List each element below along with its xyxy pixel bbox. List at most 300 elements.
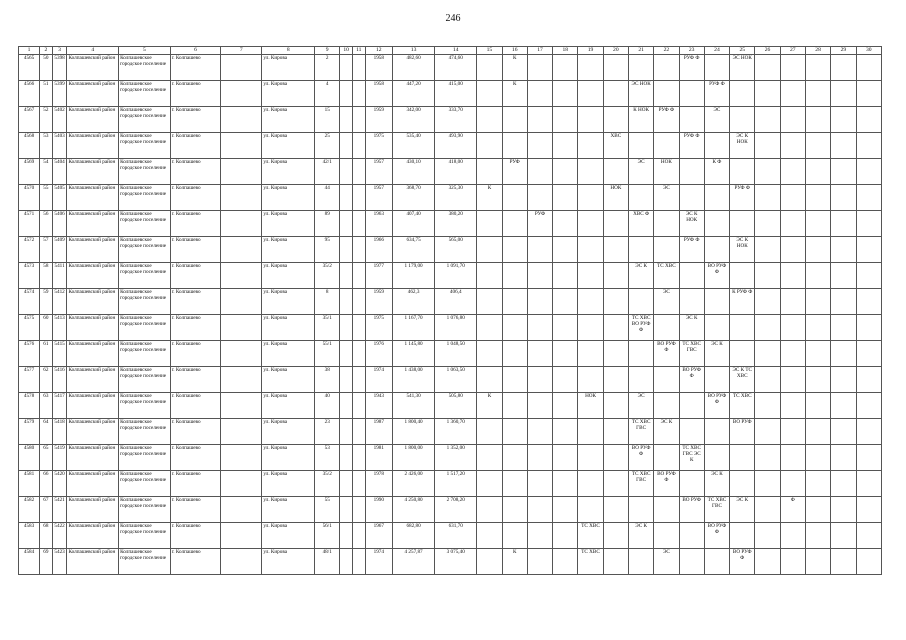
- cell-sub-no: 53: [40, 133, 53, 159]
- cell-house-no: 35/1: [315, 315, 340, 341]
- cell-living-area: 565,00: [435, 237, 477, 263]
- cell-col28: [805, 445, 830, 471]
- cell-row-no: 4571: [19, 211, 40, 237]
- cell-reg-id: 5409: [52, 237, 67, 263]
- cell-settlement: Колпашевское городское поселение: [119, 81, 171, 107]
- cell-col20: [603, 445, 628, 471]
- cell-col22: [654, 367, 679, 393]
- cell-col11: [352, 185, 365, 211]
- cell-street: ул. Кирова: [262, 289, 315, 315]
- cell-row-no: 4573: [19, 263, 40, 289]
- cell-col30: [856, 133, 882, 159]
- cell-col30: [856, 55, 882, 81]
- cell-col7: [221, 445, 262, 471]
- cell-locality: г. Колпашево: [170, 315, 221, 341]
- column-header-14: 14: [435, 47, 477, 55]
- cell-locality: г. Колпашево: [170, 549, 221, 575]
- cell-col20: [603, 159, 628, 185]
- cell-col17: [527, 107, 552, 133]
- cell-col23: ВО РУФ Ф: [679, 367, 704, 393]
- cell-sub-no: 63: [40, 393, 53, 419]
- cell-row-no: 4568: [19, 133, 40, 159]
- cell-col16: [502, 367, 527, 393]
- column-header-3: 3: [52, 47, 67, 55]
- cell-col11: [352, 341, 365, 367]
- cell-col25: ЭС НОК: [730, 55, 755, 81]
- cell-col15: [477, 55, 502, 81]
- table-row: [19, 133, 882, 159]
- cell-district: Колпашевский район: [67, 211, 119, 237]
- cell-district: Колпашевский район: [67, 419, 119, 445]
- cell-col7: [221, 81, 262, 107]
- table-row: [19, 367, 882, 393]
- cell-house-no: 89: [315, 211, 340, 237]
- cell-col19: [578, 263, 603, 289]
- cell-col24: [704, 445, 729, 471]
- cell-house-no: 4: [315, 81, 340, 107]
- table-row: [19, 107, 882, 133]
- cell-col27: [780, 81, 805, 107]
- table-row: [19, 289, 882, 315]
- cell-col28: [805, 497, 830, 523]
- cell-col18: [553, 237, 578, 263]
- cell-col26: [755, 159, 780, 185]
- cell-col28: [805, 419, 830, 445]
- cell-col11: [352, 445, 365, 471]
- cell-col18: [553, 133, 578, 159]
- cell-total-area: 1 438,00: [393, 367, 435, 393]
- cell-col28: [805, 367, 830, 393]
- cell-sub-no: 61: [40, 341, 53, 367]
- cell-col23: [679, 289, 704, 315]
- column-header-12: 12: [365, 47, 392, 55]
- cell-col10: [340, 497, 353, 523]
- cell-col20: [603, 237, 628, 263]
- cell-settlement: Колпашевское городское поселение: [119, 315, 171, 341]
- cell-col20: [603, 367, 628, 393]
- cell-locality: г. Колпашево: [170, 289, 221, 315]
- housing-register-table: [18, 46, 882, 575]
- cell-col15: [477, 341, 502, 367]
- cell-col16: К: [502, 549, 527, 575]
- cell-col16: К: [502, 81, 527, 107]
- cell-street: ул. Кирова: [262, 211, 315, 237]
- cell-col7: [221, 133, 262, 159]
- cell-col20: [603, 81, 628, 107]
- cell-col7: [221, 185, 262, 211]
- cell-col16: РУФ: [502, 159, 527, 185]
- cell-locality: г. Колпашево: [170, 81, 221, 107]
- cell-col25: [730, 445, 755, 471]
- cell-reg-id: 5404: [52, 159, 67, 185]
- cell-house-no: 95: [315, 237, 340, 263]
- cell-total-area: 368,70: [393, 185, 435, 211]
- column-header-25: 25: [730, 47, 755, 55]
- cell-col29: [831, 55, 856, 81]
- cell-col15: [477, 81, 502, 107]
- cell-year: 1957: [365, 159, 392, 185]
- cell-col27: [780, 393, 805, 419]
- cell-col20: [603, 341, 628, 367]
- cell-col19: [578, 237, 603, 263]
- cell-col17: РУФ: [527, 211, 552, 237]
- cell-col21: ЭС: [628, 159, 653, 185]
- cell-col28: [805, 185, 830, 211]
- cell-col20: [603, 55, 628, 81]
- cell-settlement: Колпашевское городское поселение: [119, 341, 171, 367]
- column-header-4: 4: [67, 47, 119, 55]
- cell-col28: [805, 393, 830, 419]
- cell-row-no: 4584: [19, 549, 40, 575]
- cell-col20: [603, 471, 628, 497]
- cell-year: 1958: [365, 81, 392, 107]
- cell-house-no: 44: [315, 185, 340, 211]
- column-header-29: 29: [831, 47, 856, 55]
- cell-col30: [856, 81, 882, 107]
- cell-sub-no: 59: [40, 289, 53, 315]
- cell-col11: [352, 367, 365, 393]
- cell-col21: [628, 289, 653, 315]
- cell-col11: [352, 523, 365, 549]
- cell-col28: [805, 237, 830, 263]
- cell-col11: [352, 497, 365, 523]
- cell-col23: [679, 549, 704, 575]
- cell-reg-id: 5417: [52, 393, 67, 419]
- cell-col18: [553, 289, 578, 315]
- cell-living-area: 474,60: [435, 55, 477, 81]
- cell-living-area: 1 360,70: [435, 419, 477, 445]
- cell-house-no: 42/1: [315, 159, 340, 185]
- cell-col20: [603, 523, 628, 549]
- cell-col26: [755, 289, 780, 315]
- cell-col11: [352, 393, 365, 419]
- cell-col25: [730, 81, 755, 107]
- cell-locality: г. Колпашево: [170, 159, 221, 185]
- cell-col10: [340, 107, 353, 133]
- cell-col15: [477, 497, 502, 523]
- cell-col30: [856, 523, 882, 549]
- cell-col18: [553, 185, 578, 211]
- cell-col30: [856, 549, 882, 575]
- cell-col15: [477, 549, 502, 575]
- cell-street: ул. Кирова: [262, 549, 315, 575]
- cell-col20: [603, 315, 628, 341]
- cell-col24: [704, 133, 729, 159]
- cell-settlement: Колпашевское городское поселение: [119, 133, 171, 159]
- cell-district: Колпашевский район: [67, 55, 119, 81]
- cell-locality: г. Колпашево: [170, 419, 221, 445]
- cell-row-no: 4575: [19, 315, 40, 341]
- cell-row-no: 4565: [19, 55, 40, 81]
- cell-settlement: Колпашевское городское поселение: [119, 263, 171, 289]
- cell-col17: [527, 341, 552, 367]
- column-header-5: 5: [119, 47, 171, 55]
- cell-col20: [603, 263, 628, 289]
- column-header-26: 26: [755, 47, 780, 55]
- cell-settlement: Колпашевское городское поселение: [119, 523, 171, 549]
- column-header-21: 21: [628, 47, 653, 55]
- cell-col26: [755, 133, 780, 159]
- cell-house-no: 40: [315, 393, 340, 419]
- cell-col15: К: [477, 185, 502, 211]
- cell-col19: [578, 133, 603, 159]
- cell-total-area: 462,3: [393, 289, 435, 315]
- cell-col7: [221, 497, 262, 523]
- column-header-28: 28: [805, 47, 830, 55]
- cell-street: ул. Кирова: [262, 393, 315, 419]
- cell-street: ул. Кирова: [262, 81, 315, 107]
- cell-col30: [856, 263, 882, 289]
- cell-col15: [477, 419, 502, 445]
- cell-col10: [340, 445, 353, 471]
- cell-col21: [628, 133, 653, 159]
- column-header-1: 1: [19, 47, 40, 55]
- column-header-8: 8: [262, 47, 315, 55]
- column-header-24: 24: [704, 47, 729, 55]
- cell-col16: [502, 185, 527, 211]
- cell-col29: [831, 315, 856, 341]
- cell-col25: ВО РУФ: [730, 419, 755, 445]
- cell-district: Колпашевский район: [67, 107, 119, 133]
- cell-col18: [553, 393, 578, 419]
- cell-col30: [856, 471, 882, 497]
- cell-col27: Ф: [780, 497, 805, 523]
- cell-house-no: 53: [315, 445, 340, 471]
- cell-col18: [553, 419, 578, 445]
- cell-col27: [780, 263, 805, 289]
- cell-col17: [527, 549, 552, 575]
- cell-col24: ЭС: [704, 107, 729, 133]
- cell-col27: [780, 133, 805, 159]
- cell-reg-id: 5423: [52, 549, 67, 575]
- cell-reg-id: 5418: [52, 419, 67, 445]
- cell-col22: [654, 81, 679, 107]
- cell-col30: [856, 367, 882, 393]
- cell-col20: [603, 549, 628, 575]
- cell-col26: [755, 523, 780, 549]
- cell-col23: ЭС К НОК: [679, 211, 704, 237]
- table-row: [19, 315, 882, 341]
- cell-col18: [553, 445, 578, 471]
- cell-col17: [527, 497, 552, 523]
- cell-col18: [553, 315, 578, 341]
- cell-house-no: 35/2: [315, 263, 340, 289]
- cell-street: ул. Кирова: [262, 341, 315, 367]
- cell-col21: ЭС НОК: [628, 81, 653, 107]
- cell-col30: [856, 159, 882, 185]
- cell-col18: [553, 471, 578, 497]
- cell-col21: [628, 367, 653, 393]
- cell-year: 1976: [365, 341, 392, 367]
- cell-col23: РУФ Ф: [679, 237, 704, 263]
- cell-col16: [502, 393, 527, 419]
- column-header-10: 10: [340, 47, 353, 55]
- cell-sub-no: 60: [40, 315, 53, 341]
- cell-col25: [730, 263, 755, 289]
- cell-col22: РУФ Ф: [654, 107, 679, 133]
- cell-col16: [502, 523, 527, 549]
- cell-col15: [477, 211, 502, 237]
- cell-sub-no: 51: [40, 81, 53, 107]
- cell-total-area: 2 426,00: [393, 471, 435, 497]
- cell-col25: [730, 211, 755, 237]
- cell-col16: [502, 289, 527, 315]
- cell-col25: К РУФ Ф: [730, 289, 755, 315]
- cell-col22: ЭС: [654, 185, 679, 211]
- cell-house-no: 38: [315, 367, 340, 393]
- cell-col23: [679, 81, 704, 107]
- cell-col10: [340, 549, 353, 575]
- cell-settlement: Колпашевское городское поселение: [119, 185, 171, 211]
- cell-col26: [755, 341, 780, 367]
- cell-living-area: 418,00: [435, 159, 477, 185]
- cell-col21: [628, 237, 653, 263]
- cell-col20: НОК: [603, 185, 628, 211]
- cell-col7: [221, 55, 262, 81]
- cell-year: 1974: [365, 367, 392, 393]
- cell-col24: К Ф: [704, 159, 729, 185]
- cell-col23: ТС ХВС ГВС: [679, 341, 704, 367]
- cell-total-area: 407,40: [393, 211, 435, 237]
- cell-col25: ЭС К НОК: [730, 133, 755, 159]
- cell-col16: [502, 133, 527, 159]
- cell-col7: [221, 341, 262, 367]
- cell-col17: [527, 393, 552, 419]
- cell-reg-id: 5415: [52, 341, 67, 367]
- cell-col19: НОК: [578, 393, 603, 419]
- cell-col29: [831, 445, 856, 471]
- cell-year: 1974: [365, 549, 392, 575]
- cell-col11: [352, 237, 365, 263]
- cell-col30: [856, 211, 882, 237]
- cell-total-area: 1 145,80: [393, 341, 435, 367]
- cell-living-area: 1 091,70: [435, 263, 477, 289]
- cell-col7: [221, 549, 262, 575]
- cell-col25: РУФ Ф: [730, 185, 755, 211]
- cell-locality: г. Колпашево: [170, 393, 221, 419]
- cell-col17: [527, 315, 552, 341]
- cell-col26: [755, 419, 780, 445]
- cell-settlement: Колпашевское городское поселение: [119, 237, 171, 263]
- cell-settlement: Колпашевское городское поселение: [119, 211, 171, 237]
- cell-reg-id: 5422: [52, 523, 67, 549]
- cell-sub-no: 66: [40, 471, 53, 497]
- cell-col22: [654, 211, 679, 237]
- cell-col27: [780, 367, 805, 393]
- cell-col18: [553, 367, 578, 393]
- cell-col29: [831, 367, 856, 393]
- cell-total-area: 535,40: [393, 133, 435, 159]
- cell-district: Колпашевский район: [67, 367, 119, 393]
- cell-sub-no: 67: [40, 497, 53, 523]
- cell-col26: [755, 393, 780, 419]
- cell-col19: [578, 497, 603, 523]
- cell-locality: г. Колпашево: [170, 445, 221, 471]
- cell-sub-no: 54: [40, 159, 53, 185]
- cell-row-no: 4577: [19, 367, 40, 393]
- cell-year: 1958: [365, 55, 392, 81]
- cell-col22: ТС ХВС: [654, 263, 679, 289]
- cell-col10: [340, 185, 353, 211]
- cell-col25: [730, 159, 755, 185]
- cell-col19: [578, 419, 603, 445]
- cell-col29: [831, 341, 856, 367]
- cell-sub-no: 69: [40, 549, 53, 575]
- cell-row-no: 4582: [19, 497, 40, 523]
- cell-col10: [340, 55, 353, 81]
- cell-settlement: Колпашевское городское поселение: [119, 549, 171, 575]
- cell-col28: [805, 263, 830, 289]
- cell-col7: [221, 367, 262, 393]
- cell-row-no: 4574: [19, 289, 40, 315]
- cell-row-no: 4576: [19, 341, 40, 367]
- cell-col11: [352, 81, 365, 107]
- cell-col21: ТС ХВС ГВС: [628, 419, 653, 445]
- cell-col28: [805, 81, 830, 107]
- cell-col28: [805, 341, 830, 367]
- cell-total-area: 4 250,80: [393, 497, 435, 523]
- table-row: [19, 237, 882, 263]
- table-row: [19, 263, 882, 289]
- cell-reg-id: 5411: [52, 263, 67, 289]
- table-row: [19, 445, 882, 471]
- cell-year: 1957: [365, 185, 392, 211]
- cell-col11: [352, 315, 365, 341]
- cell-row-no: 4579: [19, 419, 40, 445]
- cell-district: Колпашевский район: [67, 549, 119, 575]
- cell-col10: [340, 393, 353, 419]
- column-header-22: 22: [654, 47, 679, 55]
- cell-col18: [553, 263, 578, 289]
- column-number-row: [19, 47, 882, 55]
- cell-house-no: 55/1: [315, 341, 340, 367]
- cell-col15: [477, 107, 502, 133]
- cell-col18: [553, 523, 578, 549]
- cell-living-area: 333,70: [435, 107, 477, 133]
- cell-year: 1967: [365, 523, 392, 549]
- column-header-17: 17: [527, 47, 552, 55]
- cell-col15: [477, 471, 502, 497]
- cell-col16: [502, 263, 527, 289]
- cell-house-no: 55: [315, 497, 340, 523]
- cell-col26: [755, 315, 780, 341]
- table-row: [19, 341, 882, 367]
- cell-locality: г. Колпашево: [170, 211, 221, 237]
- table-row: [19, 81, 882, 107]
- cell-year: 1963: [365, 211, 392, 237]
- cell-col22: [654, 237, 679, 263]
- cell-col28: [805, 289, 830, 315]
- cell-col21: ВО РУФ Ф: [628, 445, 653, 471]
- cell-col21: ЭС: [628, 393, 653, 419]
- cell-col19: [578, 367, 603, 393]
- cell-district: Колпашевский район: [67, 81, 119, 107]
- cell-col17: [527, 185, 552, 211]
- cell-total-area: 430,10: [393, 159, 435, 185]
- cell-col25: [730, 523, 755, 549]
- cell-col28: [805, 159, 830, 185]
- cell-district: Колпашевский район: [67, 133, 119, 159]
- cell-reg-id: 5402: [52, 107, 67, 133]
- cell-total-area: 1 800,40: [393, 419, 435, 445]
- cell-col11: [352, 549, 365, 575]
- cell-total-area: 1 179,00: [393, 263, 435, 289]
- cell-col7: [221, 289, 262, 315]
- cell-col21: [628, 55, 653, 81]
- cell-house-no: 35/2: [315, 471, 340, 497]
- cell-reg-id: 5406: [52, 211, 67, 237]
- cell-col30: [856, 289, 882, 315]
